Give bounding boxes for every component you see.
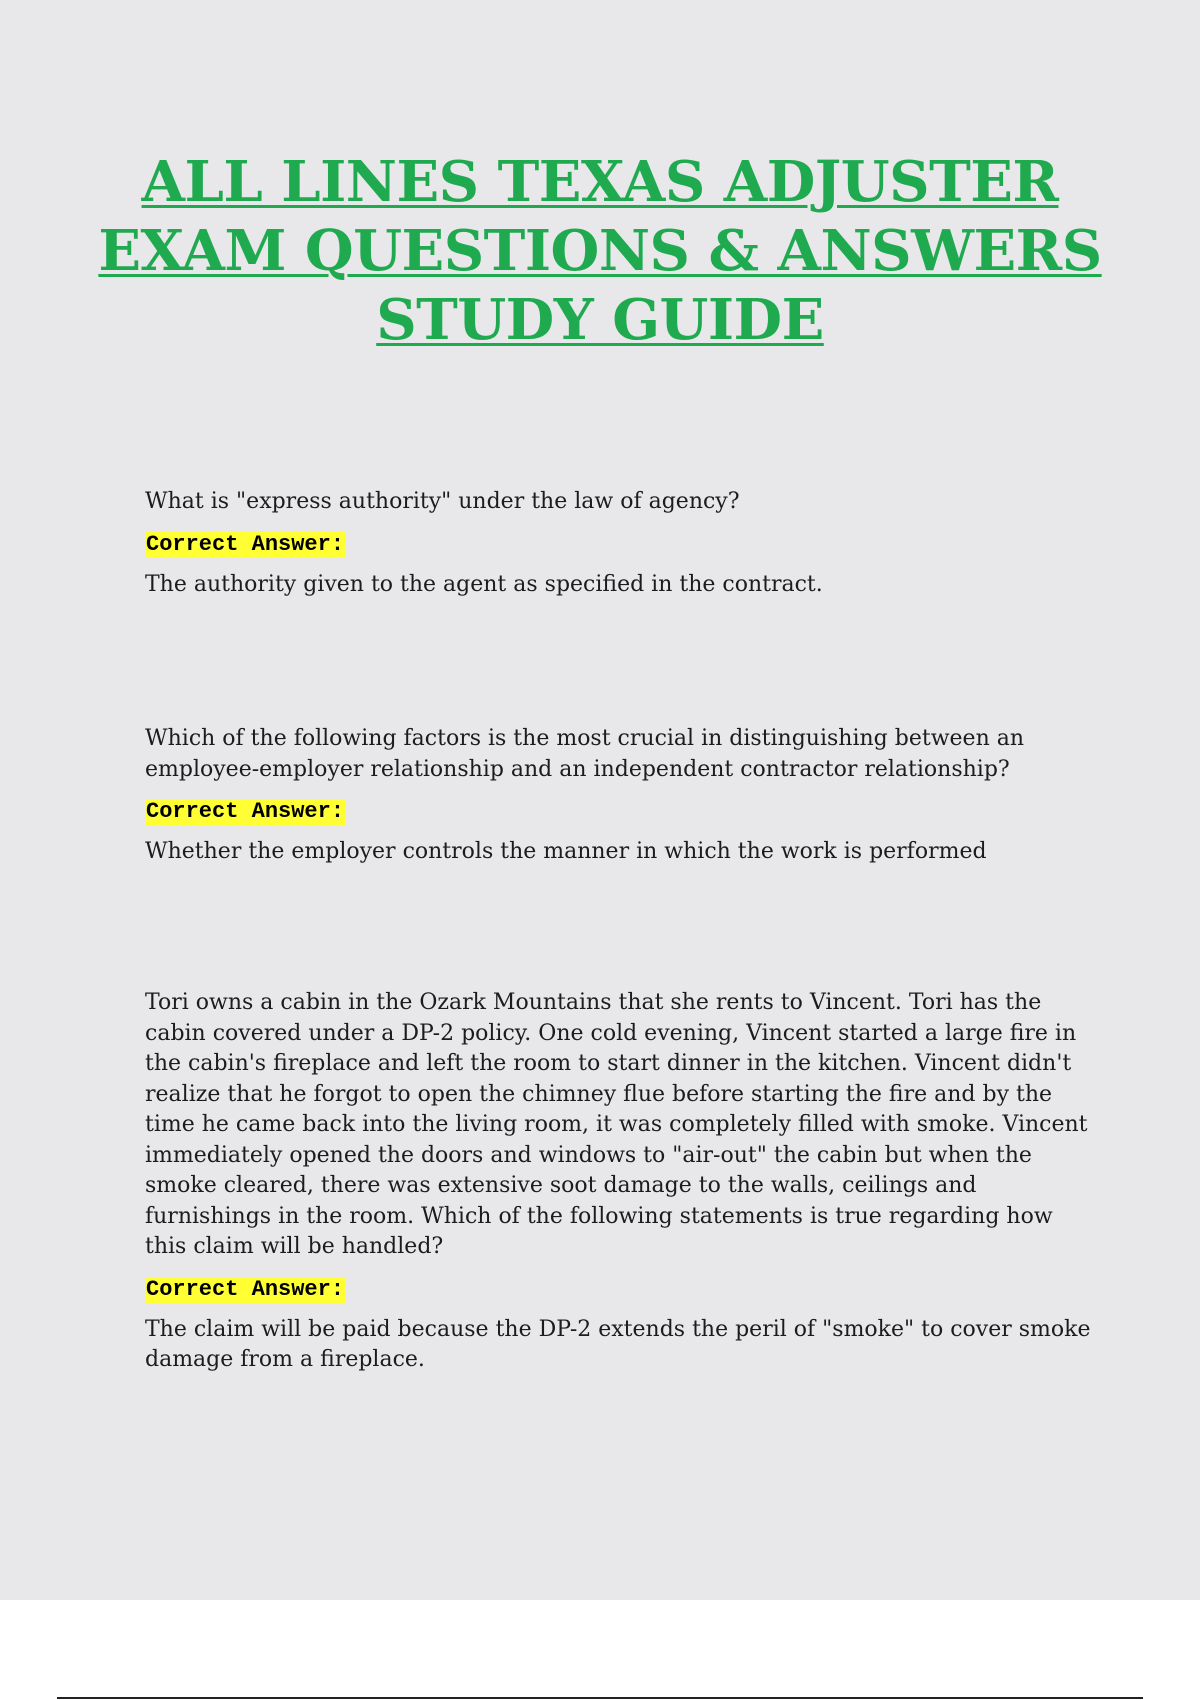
- correct-answer-label: Correct Answer:: [146, 799, 345, 824]
- question-text: What is "express authority" under the law of agency?: [145, 489, 740, 514]
- answer-text: The claim will be paid because the DP-2 extends the peril of "smoke" to cover smoke damage from a fireplace.: [145, 1316, 1091, 1372]
- qa-item-1: [145, 487, 1095, 600]
- answer-text: Whether the employer controls the manner in which the work is performed: [145, 839, 987, 864]
- correct-answer-label: Correct Answer:: [146, 1276, 345, 1302]
- qa-item-2: [145, 724, 1095, 868]
- page-divider: [57, 1697, 1143, 1699]
- answer-text: The authority given to the agent as specified in the contract.: [145, 571, 823, 597]
- question-text: Which of the following factors is the most crucial in distinguishing between an employee-employer relationship and an independent contractor relationship?: [145, 726, 1025, 782]
- document-title: [0, 148, 1200, 355]
- title-line-3: STUDY GUIDE: [376, 287, 824, 353]
- question-text: Tori owns a cabin in the Ozark Mountains that she rents to Vincent. Tori has the cabin covered under a DP-2 policy. One cold evening, Vincent started a large fire in the cabin's fireplace and left the room to start dinner in the kitchen. Vincent didn't realize that he forgot to open the chimney flue before starting the fire and by the time he came back into the living room, it was completely filled with smoke. Vincent immediately opened the doors and windows to "air-out" the cabin but when the smoke cleared, there was extensive soot damage to the walls, ceilings and furnishings in the room. Which of the following statements is true regarding how this claim will be handled?: [145, 990, 1088, 1259]
- title-line-2: EXAM QUESTIONS & ANSWERS: [98, 218, 1102, 284]
- qa-item-3: [145, 988, 1095, 1376]
- title-line-1: ALL LINES TEXAS ADJUSTER: [141, 149, 1059, 215]
- correct-answer-label: Correct Answer:: [146, 531, 345, 557]
